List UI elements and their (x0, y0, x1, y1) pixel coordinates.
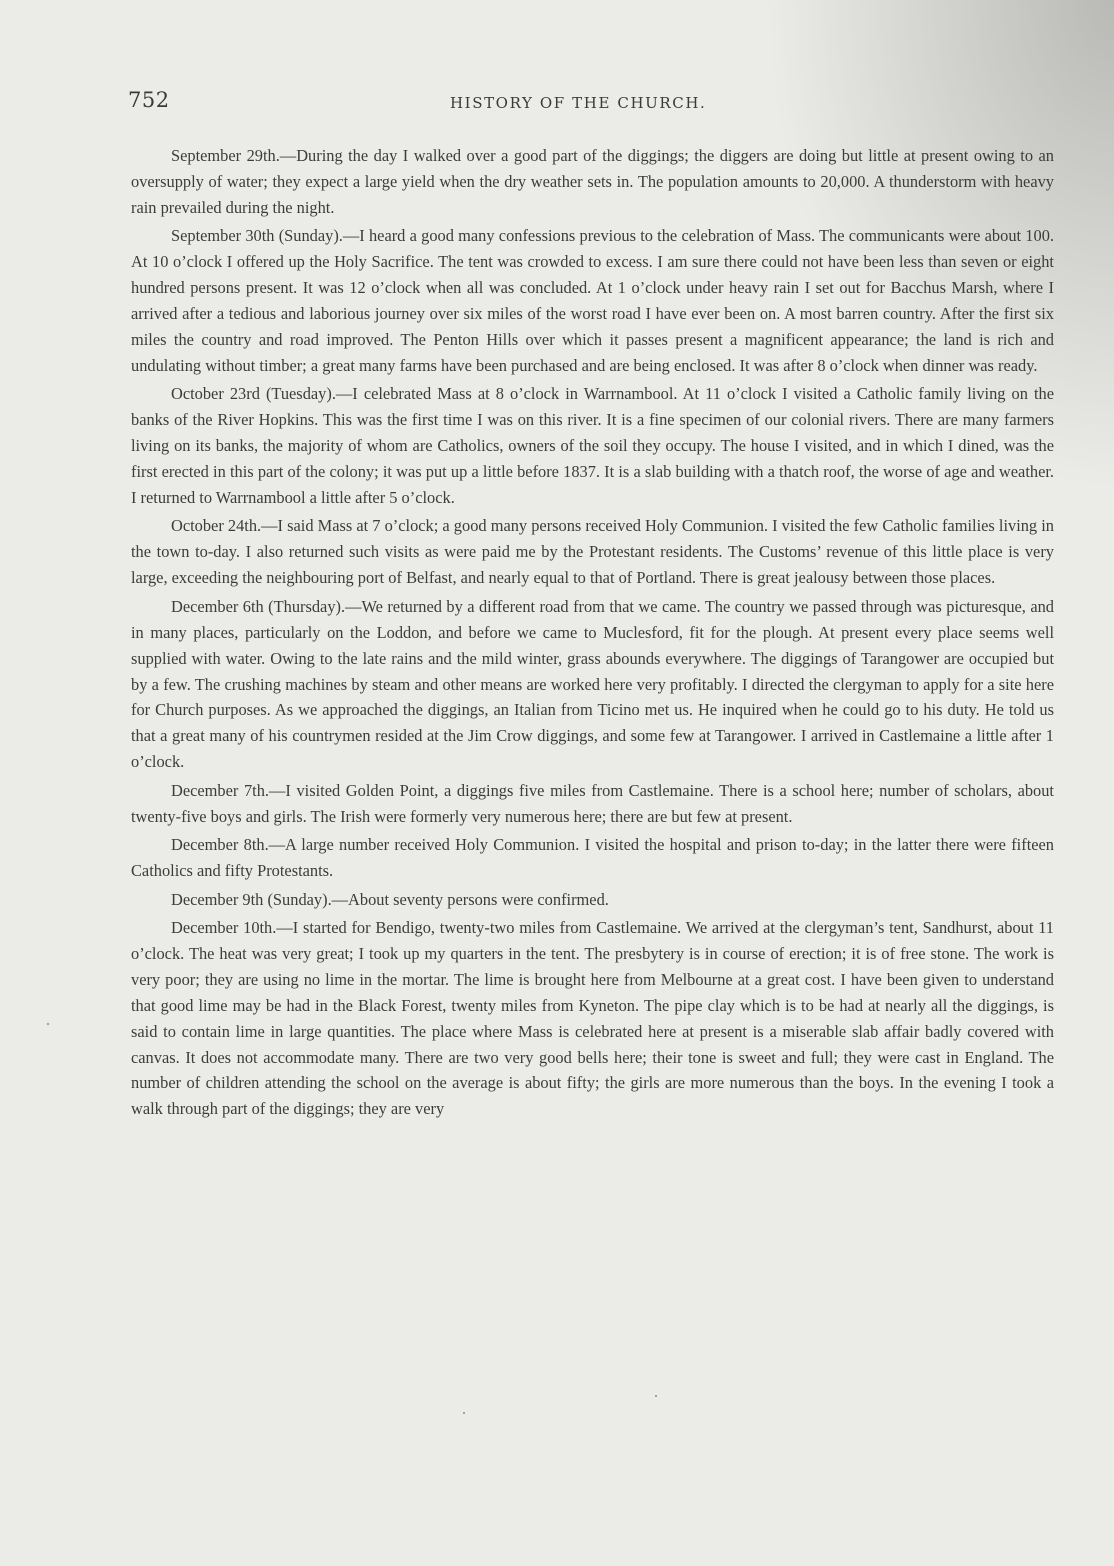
page-number: 752 (128, 88, 170, 112)
paragraph-december-7: December 7th.—I visited Golden Point, a diggings five miles from Castlemaine. There is a school here; number of scholars, about twenty-five boys and girls. The Irish were formerly very numerous here; there are but few at present. (131, 780, 1054, 826)
scan-speck (47, 1023, 49, 1025)
body-text (131, 143, 1054, 1125)
paragraph-october-23: October 23rd (Tuesday).—I celebrated Mass at 8 o’clock in Warrnambool. At 11 o’clock I visited a Catholic family living on the banks of the River Hopkins. This was the first time I was on this river. It is a fine specimen of our colonial rivers. There are many farmers living on its banks, the majority of whom are Catholics, owners of the soil they occupy. The house I visited, and in which I dined, was the first erected in this part of the colony; it was put up a little before 1837. It is a slab building with a thatch roof, the worse of age and weather. I returned to Warrnambool a little after 5 o’clock. (131, 384, 1054, 507)
scan-speck (463, 1412, 465, 1414)
paragraph-december-9: December 9th (Sunday).—About seventy persons were confirmed. (171, 889, 609, 909)
paragraph-december-10: December 10th.—I started for Bendigo, twenty-two miles from Castlemaine. We arrived at the clergyman’s tent, Sandhurst, about 11 o’clock. The heat was very great; I took up my quarters in the tent. The presbytery is in course of erection; it is of free stone. The work is very poor; they are using no lime in the mortar. The lime is brought here from Melbourne at a great cost. I have been given to understand that good lime may be had in the Black Forest, twenty miles from Kyneton. The pipe clay which is to be had at nearly all the diggings, is said to contain lime in large quantities. The place where Mass is celebrated here at present is a miserable slab affair badly covered with canvas. It does not accommodate many. There are two very good bells here; their tone is sweet and full; they were cast in England. The number of children attending the school on the average is about fifty; the girls are more numerous than the boys. In the evening I took a walk through part of the diggings; they are very (131, 918, 1054, 1119)
paragraph-october-24: October 24th.—I said Mass at 7 o’clock; a good many persons received Holy Communion. I visited the few Catholic families living in the town to-day. I also returned such visits as were paid me by the Protestant residents. The Customs’ revenue of this little place is very large, exceeding the neighbouring port of Belfast, and nearly equal to that of Portland. There is great jealousy between those places. (131, 516, 1054, 588)
paragraph-december-6: December 6th (Thursday).—We returned by a different road from that we came. The country we passed through was picturesque, and in many places, particularly on the Loddon, and before we came to Muclesford, fit for the plough. At present every place seems well supplied with water. Owing to the late rains and the mild winter, grass abounds everywhere. The diggings of Tarangower are occupied but by a few. The crushing machines by steam and other means are worked here very profitably. I directed the clergyman to apply for a site here for Church purposes. As we approached the diggings, an Italian from Ticino met us. He inquired when he could go to his duty. He told us that a great many of his countrymen resided at the Jim Crow diggings, and some few at Tarangower. I arrived in Castlemaine a little after 1 o’clock. (131, 596, 1054, 772)
paragraph-september-30: September 30th (Sunday).—I heard a good many confessions previous to the celebration of Mass. The communicants were about 100. At 10 o’clock I offered up the Holy Sacrifice. The tent was crowded to excess. I am sure there could not have been less than seven or eight hundred persons present. It was 12 o’clock when all was concluded. At 1 o’clock under heavy rain I set out for Bacchus Marsh, where I arrived after a tedious and laborious journey over six miles of the worst road I have ever been on. A most barren country. After the first six miles the country and road improved. The Penton Hills over which it passes present a magnificent appearance; the land is rich and undulating without timber; a great many farms have been purchased and are being enclosed. It was after 8 o’clock when dinner was ready. (131, 226, 1054, 375)
page-header (128, 88, 1054, 124)
paragraph-december-8: December 8th.—A large number received Holy Communion. I visited the hospital and prison to-day; in the latter there were fifteen Catholics and fifty Protestants. (131, 835, 1054, 881)
running-title: HISTORY OF THE CHURCH. (450, 94, 707, 112)
paragraph-september-29: September 29th.—During the day I walked over a good part of the diggings; the diggers are doing but little at present owing to an oversupply of water; they expect a large yield when the dry weather sets in. The population amounts to 20,000. A thunderstorm with heavy rain prevailed during the night. (131, 146, 1054, 217)
scan-speck (655, 1395, 657, 1397)
